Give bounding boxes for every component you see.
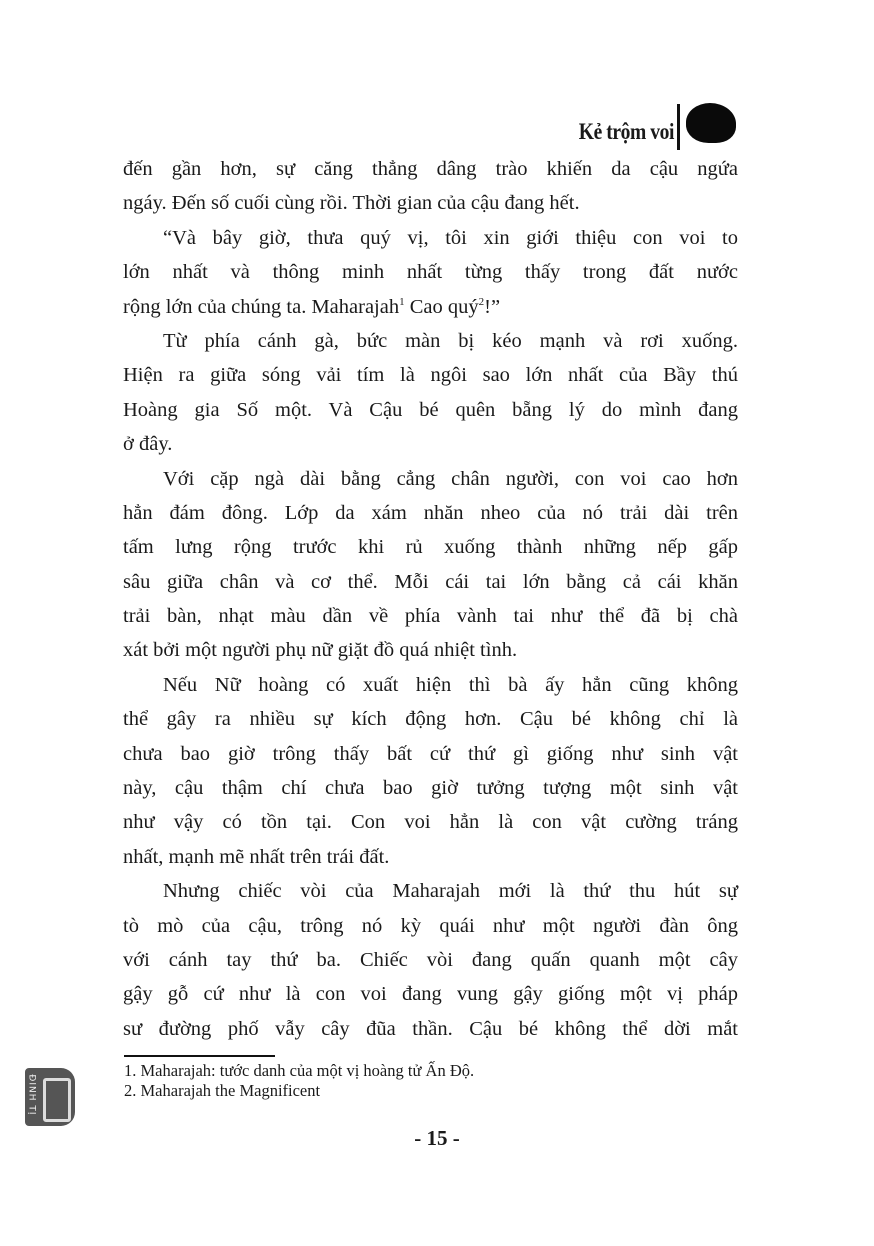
text-line: chưa bao giờ trông thấy bất cứ thứ gì giống như sinh vật <box>123 742 738 765</box>
text-line: sư đường phố vẫy cây đũa thần. Cậu bé không thể dời mắt <box>123 1017 738 1040</box>
text-line: ở đây. <box>123 433 173 456</box>
text-line: “Và bây giờ, thưa quý vị, tôi xin giới thiệu con voi to <box>163 226 738 249</box>
text-line: đến gần hơn, sự căng thẳng dâng trào khiến da cậu ngứa <box>123 158 738 180</box>
text-line: ngáy. Đến số cuối cùng rồi. Thời gian của cậu đang hết. <box>123 192 580 215</box>
text-line <box>123 290 738 324</box>
text-line: trải bàn, nhạt màu dần về phía vành tai như thể đã bị chà <box>123 605 738 628</box>
text-segment: Cao quý <box>404 295 479 318</box>
text-line: lớn nhất và thông minh nhất từng thấy trong đất nước <box>123 261 738 284</box>
text-line: tấm lưng rộng trước khi rủ xuống thành những nếp gấp <box>123 536 738 559</box>
publisher-logo <box>25 1068 75 1126</box>
text-segment: !” <box>484 295 501 318</box>
text-line: Nếu Nữ hoàng có xuất hiện thì bà ấy hẳn cũng không <box>163 673 738 696</box>
footnote-2: 2. Maharajah the Magnificent <box>124 1081 321 1100</box>
footnote-ref: 2 <box>478 295 485 308</box>
footnote-ref: 1 <box>399 295 405 308</box>
text-line: Hiện ra giữa sóng vải tím là ngôi sao lớn nhất của Bầy thú <box>123 364 738 387</box>
text-line: xát bởi một người phụ nữ giặt đồ quá nhiệt tình. <box>123 639 518 662</box>
running-title: Kẻ trộm voi <box>578 119 674 144</box>
text-line: nhất, mạnh mẽ nhất trên trái đất. <box>123 845 390 868</box>
text-line: Từ phía cánh gà, bức màn bị kéo mạnh và rơi xuống. <box>163 329 738 352</box>
text-line: như vậy có tồn tại. Con voi hẳn là con vật cường tráng <box>123 811 738 834</box>
text-line: này, cậu thậm chí chưa bao giờ tưởng tượng một sinh vật <box>123 777 738 800</box>
running-header <box>562 104 678 148</box>
text-line: gậy gỗ cứ như là con voi đang vung gậy giống một vị pháp <box>123 983 738 1006</box>
text-segment: rộng lớn của chúng ta. Maharajah <box>123 295 400 318</box>
footnote-1: 1. Maharajah: tước danh của một vị hoàng tử Ấn Độ. <box>124 1061 475 1080</box>
page-number: - 15 - <box>414 1126 460 1150</box>
text-line: thể gây ra nhiều sự kích động hơn. Cậu bé không chỉ là <box>123 708 738 731</box>
text-line: Hoàng gia Số một. Và Cậu bé quên bẵng lý do mình đang <box>123 398 738 421</box>
footnote-divider <box>124 1055 275 1057</box>
body-text <box>123 152 738 1046</box>
elephant-icon <box>686 103 736 143</box>
text-line: Nhưng chiếc vòi của Maharajah mới là thứ thu hút sự <box>163 880 738 903</box>
text-line: hẳn đám đông. Lớp da xám nhăn nheo của nó trải dài trên <box>123 501 738 524</box>
text-line: sâu giữa chân và cơ thể. Mỗi cái tai lớn bằng cả cái khăn <box>123 570 738 593</box>
header-divider <box>677 104 680 150</box>
publisher-logo-text: ĐINH TỊ <box>26 1074 37 1116</box>
text-line: Với cặp ngà dài bằng cẳng chân người, con voi cao hơn <box>163 467 738 490</box>
text-line: với cánh tay thứ ba. Chiếc vòi đang quấn quanh một cây <box>123 948 738 971</box>
text-line: tò mò của cậu, trông nó kỳ quái như một người đàn ông <box>123 914 738 937</box>
